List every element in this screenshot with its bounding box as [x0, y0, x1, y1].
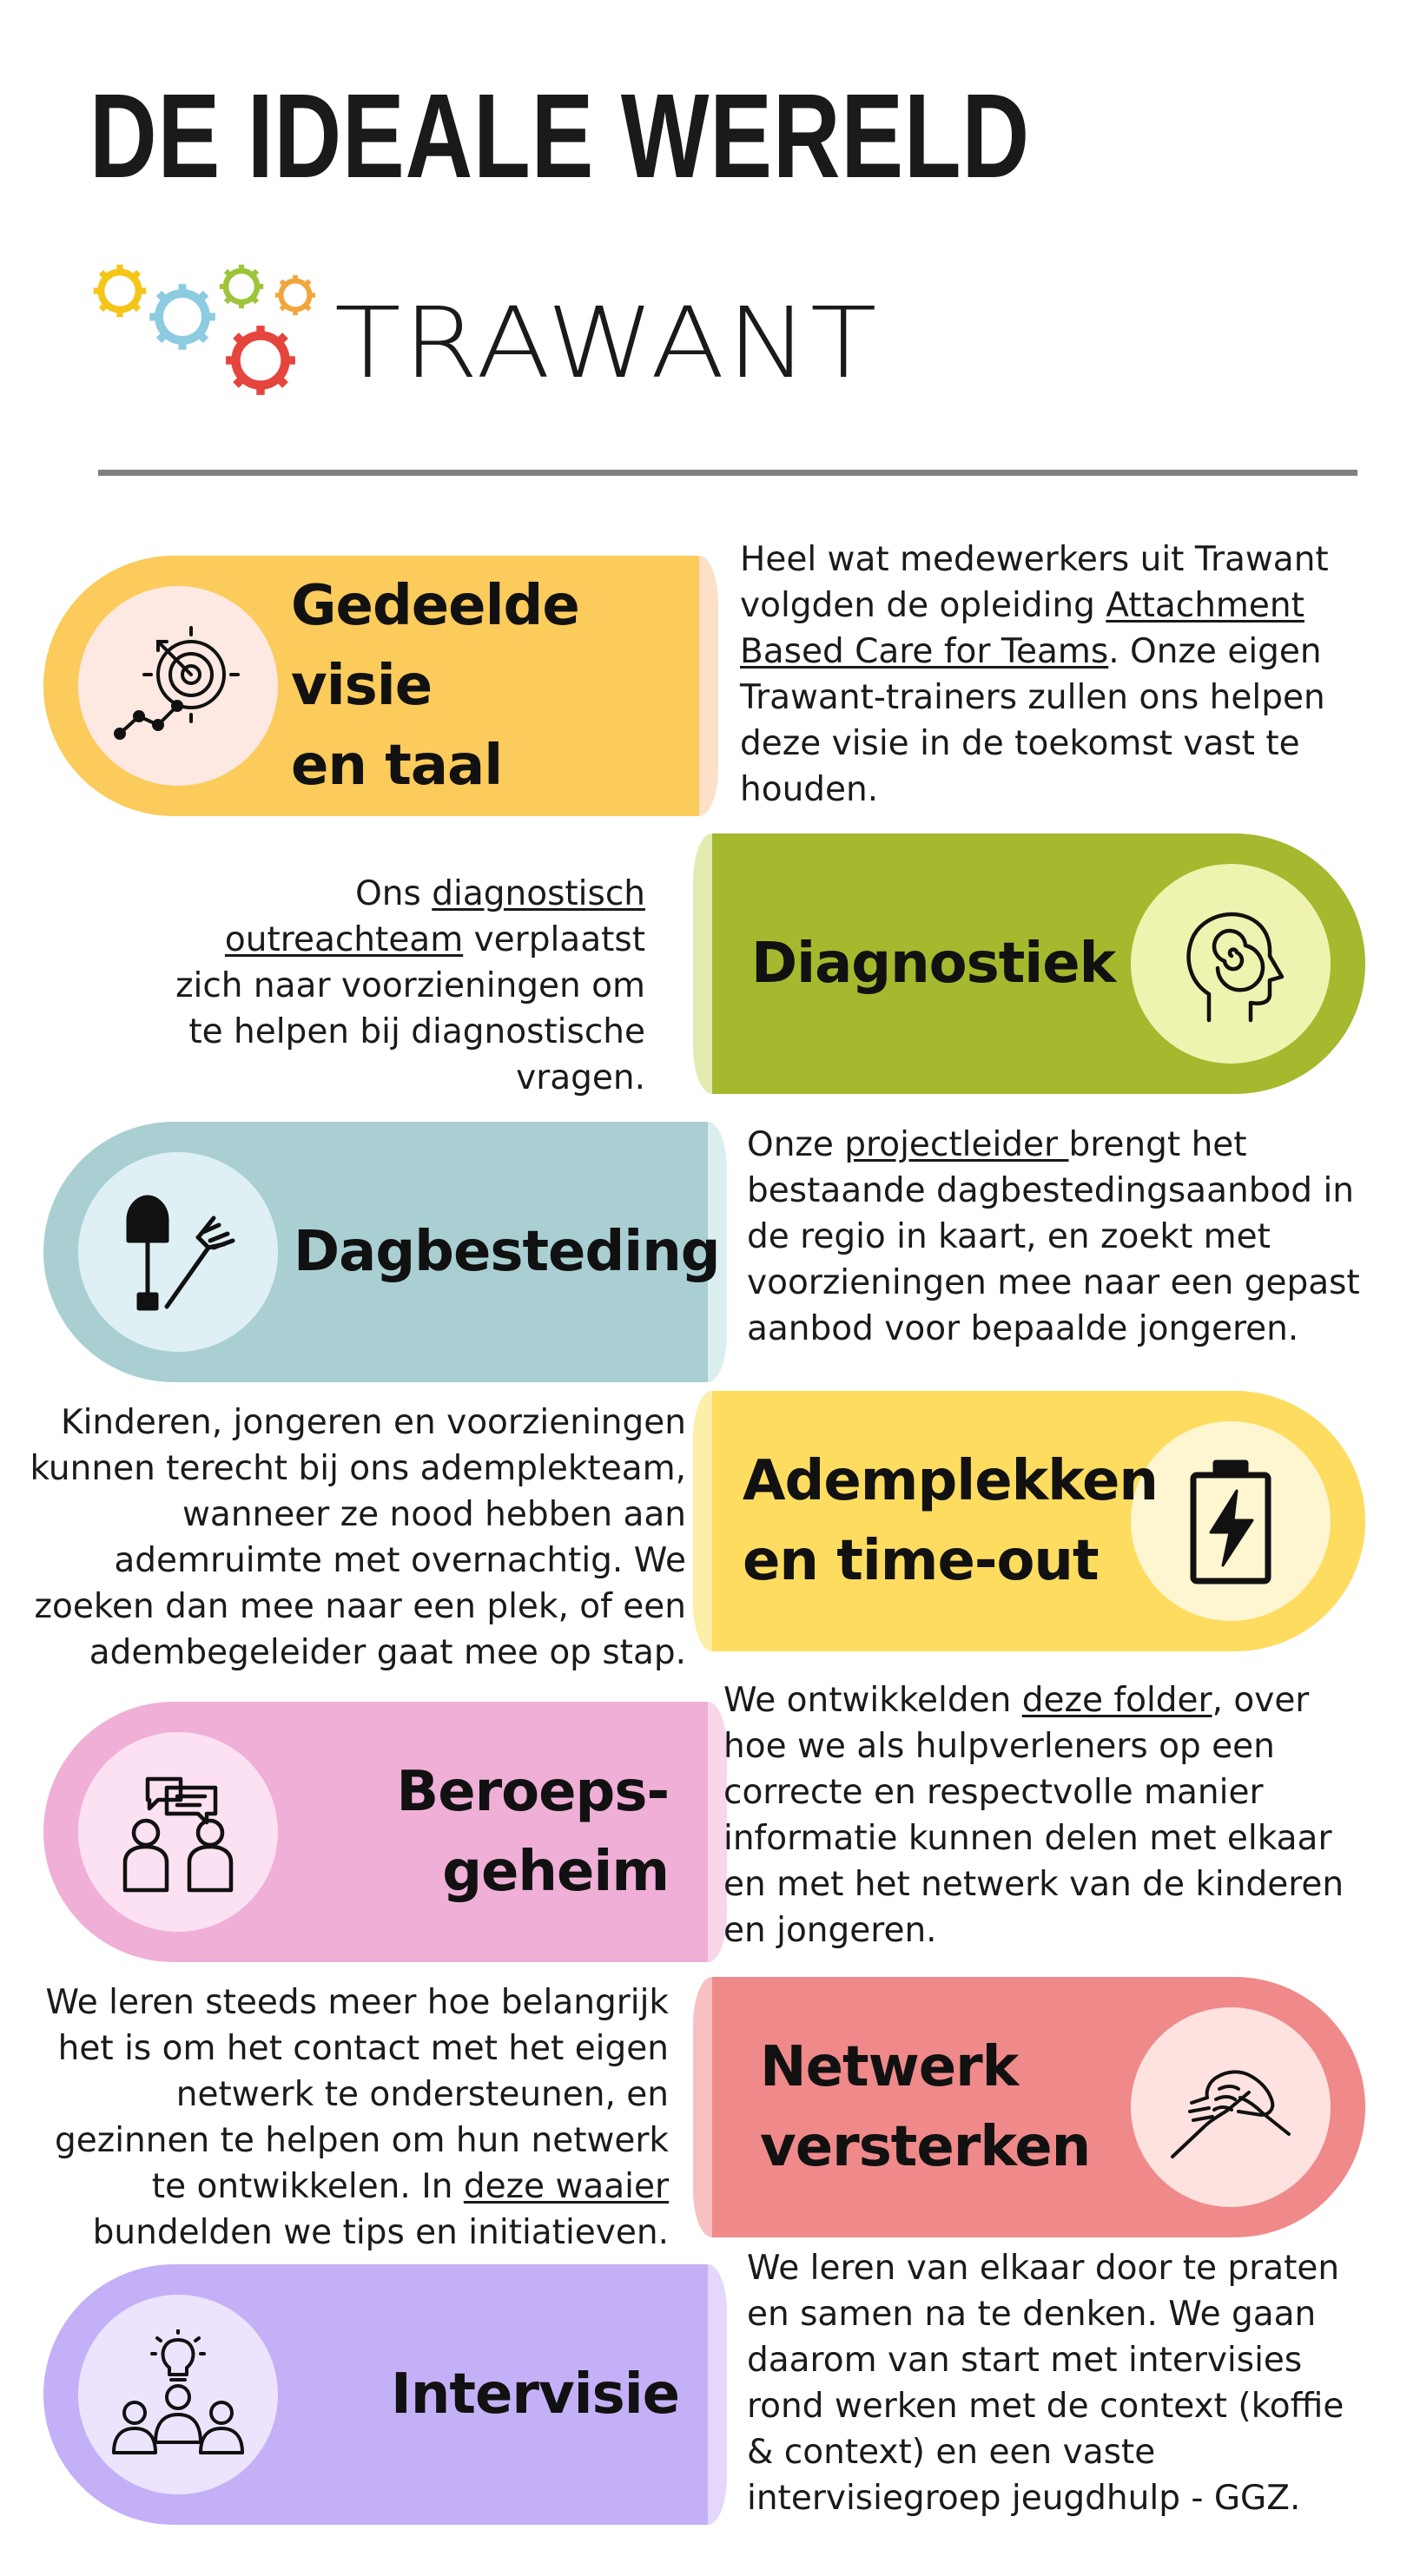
trawant-logo — [87, 256, 321, 404]
link-diagnostisch[interactable]: diagnostisch — [432, 874, 645, 913]
desc-beroepsgeheim: We ontwikkelden deze folder, over hoe we als hulpverleners op een correcte en respectvolle manier informatie kunnen delen met elkaar en met het netwerk van de kinderen en jongeren. — [723, 1681, 1344, 1950]
link-deze-waaier[interactable]: deze waaier — [463, 2167, 669, 2206]
card-netwerk — [712, 1977, 1365, 2237]
link-projectleider[interactable]: projectleider — [844, 1125, 1069, 1164]
card-label: Diagnostiek — [751, 932, 1116, 996]
card-label: Gedeelde visie en taal — [291, 574, 579, 798]
desc-gedeelde-visie: Heel wat medewerkers uit Trawant volgden de opleiding Attachment Based Care for Teams. Onze eigen Trawant-trainers zullen ons helpen deze visie in de toekomst vast te houden. — [740, 540, 1329, 809]
card-gedeelde-visie — [43, 556, 699, 816]
battery-charge-icon — [1131, 1421, 1331, 1621]
card-label: Ademplekken en time-out — [743, 1449, 1158, 1593]
link-deze-folder[interactable]: deze folder — [1021, 1681, 1212, 1720]
link-based-care[interactable]: Based Care for Teams — [740, 632, 1109, 671]
handshake-icon — [1131, 2007, 1331, 2207]
people-chat-icon — [78, 1732, 278, 1932]
card-intervisie — [43, 2264, 708, 2525]
card-ademplekken — [712, 1391, 1365, 1651]
card-label: Beroeps- geheim — [396, 1760, 669, 1904]
card-diagnostiek — [712, 833, 1365, 1094]
page-title: DE IDEALE WERELD — [89, 69, 1030, 203]
card-label: Netwerk versterken — [760, 2035, 1091, 2179]
link-outreachteam[interactable]: outreachteam — [224, 920, 464, 959]
card-dagbesteding — [43, 1122, 720, 1382]
desc-intervisie: We leren van elkaar door te praten en samen na te denken. We gaan daarom van start met intervisies rond werken met de context (koffie & context) en een vaste intervisiegroep jeugdhulp - GGZ. — [747, 2249, 1344, 2518]
desc-netwerk: We leren steeds meer hoe belangrijk het is om het contact met het eigen netwerk te ondersteunen, en gezinnen te helpen om hun netwerk te ontwikkelen. In deze waaier bundelden we tips en initiatieven. — [45, 1983, 669, 2252]
head-spiral-icon — [1131, 864, 1331, 1064]
divider — [98, 470, 1357, 476]
link-attachment[interactable]: Attachment — [1106, 586, 1304, 625]
desc-dagbesteding: Onze projectleider brengt het bestaande dagbestedingsaanbod in de regio in kaart, en zoekt met voorzieningen mee naar een gepast aanbod voor bepaalde jongeren. — [747, 1125, 1360, 1348]
target-growth-icon — [78, 586, 278, 786]
desc-diagnostiek: Ons diagnostisch outreachteam verplaatst zich naar voorzieningen om te helpen bij diagnostische vragen. — [175, 874, 645, 1097]
group-idea-icon — [78, 2295, 278, 2494]
shovel-fork-icon — [78, 1152, 278, 1352]
card-beroepsgeheim — [43, 1702, 708, 1962]
desc-ademplekken: Kinderen, jongeren en voorzieningen kunnen terecht bij ons ademplekteam, wanneer ze nood hebben aan ademruimte met overnachtig. We zoeken dan mee naar een plek, of een adembegeleider gaat mee op stap. — [30, 1403, 686, 1672]
card-label: Dagbesteding — [294, 1220, 720, 1284]
card-label: Intervisie — [391, 2362, 680, 2427]
logo-text: TRAWANT — [334, 287, 879, 400]
gears-icon — [87, 256, 321, 404]
